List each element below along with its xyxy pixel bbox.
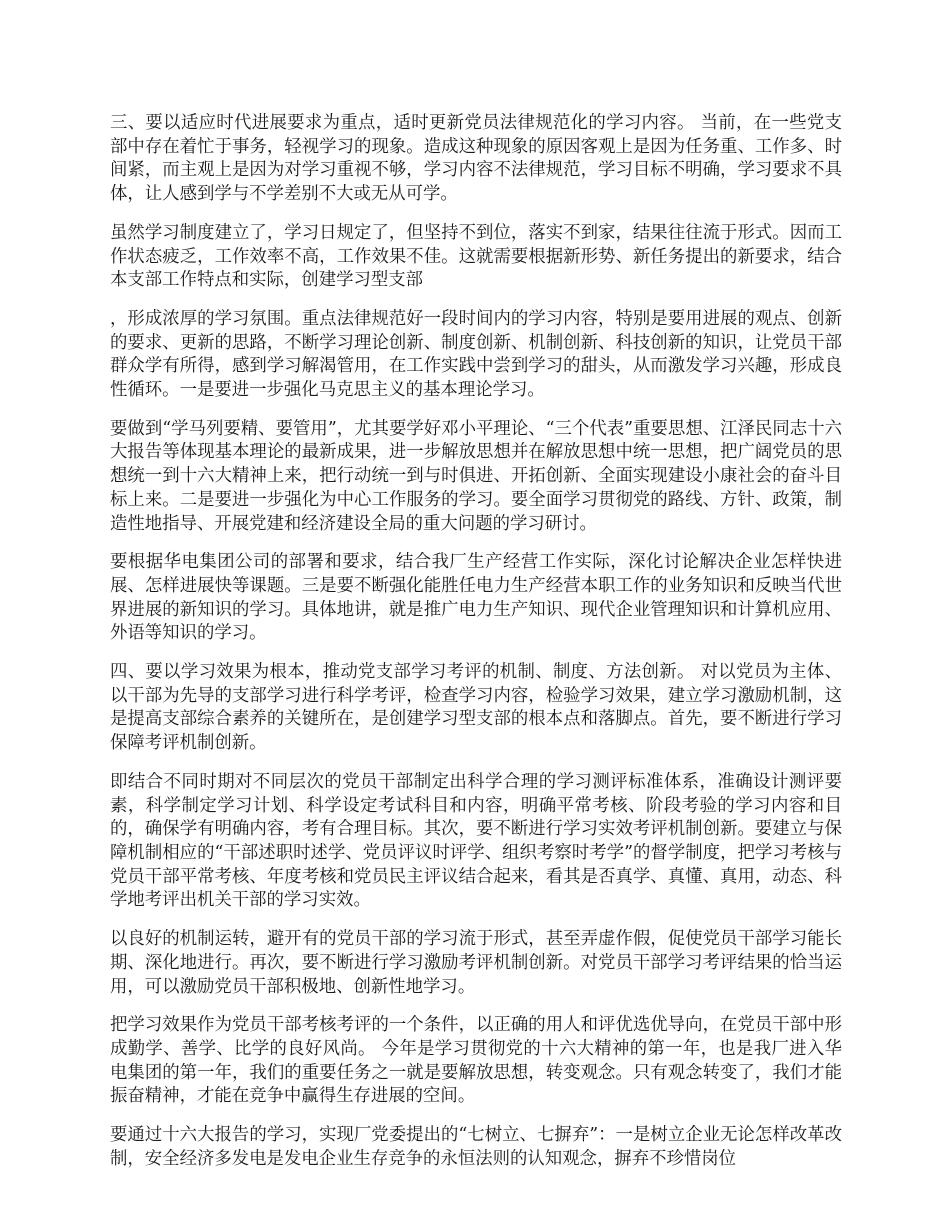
paragraph-10: 要通过十六大报告的学习，实现厂党委提出的“七树立、七摒弃”：一是树立企业无论怎样改革改制，安全经济多发电是发电企业生存竞争的永恒法则的认知观念，摒弃不珍惜岗位 [110, 1125, 842, 1169]
paragraph-2: 虽然学习制度建立了，学习日规定了，但坚持不到位，落实不到家，结果往往流于形式。因而工作状态疲乏，工作效率不高，工作效果不佳。这就需要根据新形势、新任务提出的新要求，结合本支部工作特点和实际，创建学习型支部 [110, 222, 842, 291]
paragraph-1: 三、要以适应时代进展要求为重点，适时更新党员法律规范化的学习内容。 当前，在一些党支部中存在着忙于事务，轻视学习的现象。造成这种现象的原因客观上是因为任务重、工作多、时间紧，而主观上是因为对学习重视不够，学习内容不法律规范，学习目标不明确，学习要求不具体，让人感到学与不学差别不大或无从可学。 [110, 113, 842, 205]
paragraph-7: 即结合不同时期对不同层次的党员干部制定出科学合理的学习测评标准体系，准确设计测评要素，科学制定学习计划、科学设定考试科目和内容，明确平常考核、阶段考验的学习内容和目的，确保学有明确内容，考有合理目标。其次，要不断进行学习实效考评机制创新。要建立与保障机制相应的“干部述职时述学、党员评议时评学、组织考察时考学”的督学制度，把学习考核与党员干部平常考核、年度考核和党员民主评议结合起来，看其是否真学、真懂、真用，动态、科学地考评出机关干部的学习实效。 [110, 771, 842, 911]
paragraph-4: 要做到“学马列要精、要管用”，尤其要学好邓小平理论、“三个代表”重要思想、江泽民同志十六大报告等体现基本理论的最新成果，进一步解放思想并在解放思想中统一思想，把广阔党员的思想统一到十六大精神上来，把行动统一到与时俱进、开拓创新、全面实现建设小康社会的奋斗目标上来。二是要进一步强化为中心工作服务的学习。要全面学习贯彻党的路线、方针、政策，制造性地指导、开展党建和经济建设全局的重大问题的学习研讨。 [110, 418, 842, 534]
paragraph-5: 要根据华电集团公司的部署和要求，结合我厂生产经营工作实际，深化讨论解决企业怎样快进展、怎样进展快等课题。三是要不断强化能胜任电力生产经营本职工作的业务知识和反映当代世界进展的新知识的学习。具体地讲，就是推广电力生产知识、现代企业管理知识和计算机应用、外语等知识的学习。 [110, 552, 842, 644]
document-body [110, 112, 842, 1186]
paragraph-8: 以良好的机制运转，避开有的党员干部的学习流于形式，甚至弄虚作假，促使党员干部学习能长期、深化地进行。再次，要不断进行学习激励考评机制创新。对党员干部学习考评结果的恰当运用，可以激励党员干部积极地、创新性地学习。 [110, 929, 842, 997]
paragraph-3: ，形成浓厚的学习氛围。重点法律规范好一段时间内的学习内容，特别是要用进展的观点、创新的要求、更新的思路，不断学习理论创新、制度创新、机制创新、科技创新的知识，让党员干部群众学有所得，感到学习解渴管用，在工作实践中尝到学习的甜头，从而激发学习兴趣，形成良性循环。一是要进一步强化马克思主义的基本理论学习。 [110, 308, 842, 401]
paragraph-6: 四、要以学习效果为根本，推动党支部学习考评的机制、制度、方法创新。 对以党员为主体、以干部为先导的支部学习进行科学考评，检查学习内容，检验学习效果，建立学习激励机制，这是提高支部综合素养的关键所在，是创建学习型支部的根本点和落脚点。首先，要不断进行学习保障考评机制创新。 [110, 662, 842, 754]
paragraph-9: 把学习效果作为党员干部考核考评的一个条件，以正确的用人和评优选优导向，在党员干部中形成勤学、善学、比学的良好风尚。 今年是学习贯彻党的十六大精神的第一年，也是我厂进入华电集团的第一年，我们的重要任务之一就是要解放思想，转变观念。只有观念转变了，我们才能振奋精神，才能在竞争中赢得生存进展的空间。 [110, 1015, 842, 1107]
